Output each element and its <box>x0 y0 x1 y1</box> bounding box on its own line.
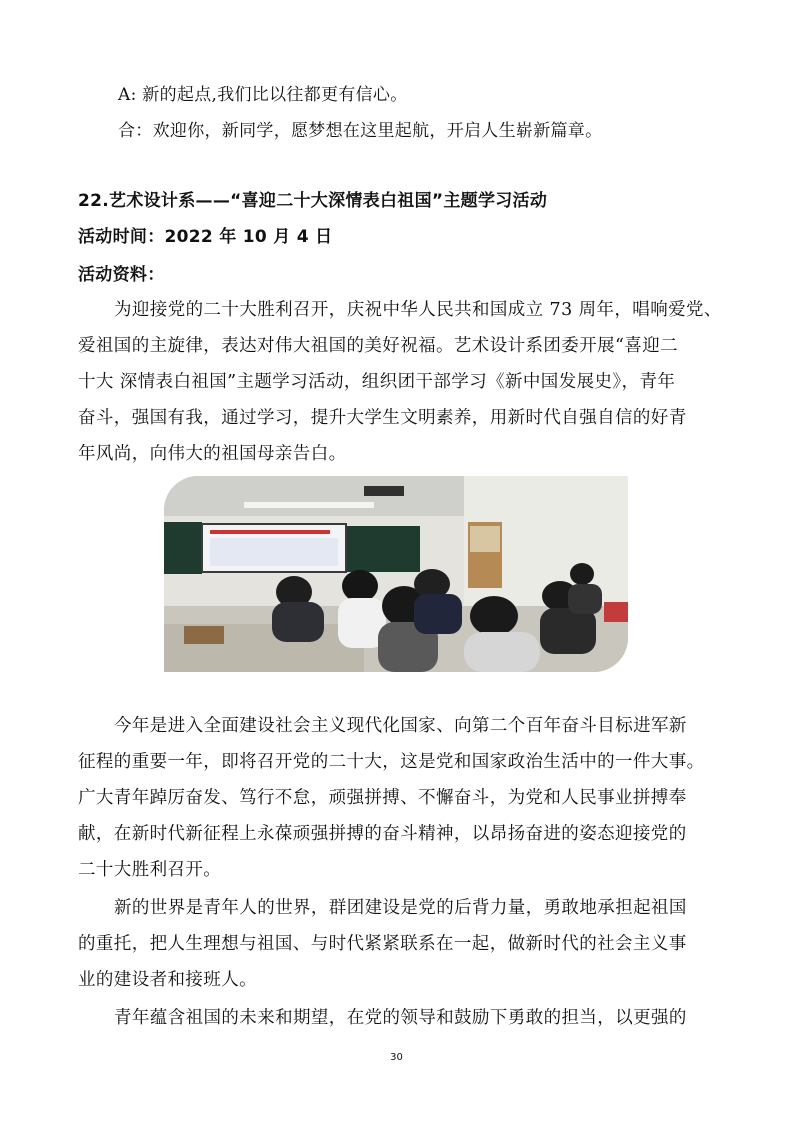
paragraph-line: 奋斗，强国有我，通过学习，提升大学生文明素养，用新时代自强自信的好青 <box>78 408 687 428</box>
paragraph-line: 年风尚，向伟大的祖国母亲告白。 <box>78 444 347 464</box>
activity-time: 活动时间：2022 年 10 月 4 日 <box>78 227 333 247</box>
classroom-illustration <box>164 476 628 672</box>
paragraph-line: 青年蕴含祖国的未来和期望，在党的领导和鼓励下勇敢的担当，以更强的 <box>114 1008 687 1028</box>
classroom-photo <box>164 476 628 672</box>
dialogue-line: A: 新的起点,我们比以往都更有信心。 <box>118 85 408 105</box>
activity-material-label: 活动资料： <box>78 265 165 285</box>
paragraph-line: 新的世界是青年人的世界，群团建设是党的后背力量，勇敢地承担起祖国 <box>114 898 687 918</box>
page-number: 30 <box>390 1052 403 1063</box>
paragraph-line: 广大青年踔厉奋发、笃行不怠，顽强拼搏、不懈奋斗，为党和人民事业拼搏奉 <box>78 788 687 808</box>
paragraph-line: 献，在新时代新征程上永葆顽强拼搏的奋斗精神，以昂扬奋进的姿态迎接党的 <box>78 824 687 844</box>
paragraph-line: 二十大胜利召开。 <box>78 860 222 880</box>
paragraph-line: 为迎接党的二十大胜利召开，庆祝中华人民共和国成立 73 周年，唱响爱党、 <box>114 300 722 320</box>
section-heading: 22.艺术设计系——“喜迎二十大深情表白祖国”主题学习活动 <box>78 191 548 211</box>
paragraph-line: 爱祖国的主旋律，表达对伟大祖国的美好祝福。艺术设计系团委开展“喜迎二 <box>78 336 679 356</box>
paragraph-line: 十大 深情表白祖国”主题学习活动，组织团干部学习《新中国发展史》，青年 <box>78 372 676 392</box>
paragraph-line: 业的建设者和接班人。 <box>78 970 257 990</box>
paragraph-line: 征程的重要一年，即将召开党的二十大，这是党和国家政治生活中的一件大事。 <box>78 752 705 772</box>
paragraph-line: 的重托，把人生理想与祖国、与时代紧紧联系在一起，做新时代的社会主义事 <box>78 934 687 954</box>
dialogue-line: 合：欢迎你，新同学，愿梦想在这里起航，开启人生崭新篇章。 <box>118 121 603 141</box>
paragraph-line: 今年是进入全面建设社会主义现代化国家、向第二个百年奋斗目标进军新 <box>114 716 687 736</box>
